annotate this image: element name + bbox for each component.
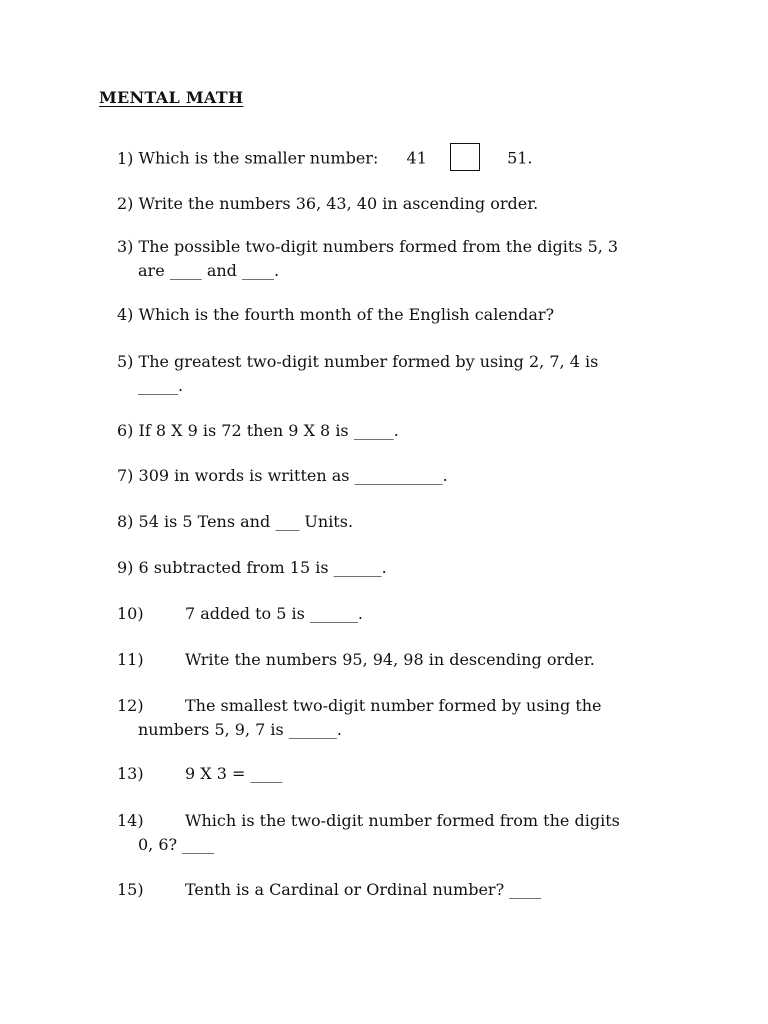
question-8 [117,510,353,534]
question-15 [117,878,541,902]
question-12 [117,694,602,742]
question-number: 7) [117,466,134,485]
question-number: 14) [117,811,144,830]
question-10 [117,602,363,626]
question-text: The possible two-digit numbers formed from the digits 5, 3 [138,237,619,256]
question-9 [117,556,387,580]
question-text: 7 added to 5 is ______. [185,604,363,623]
question-13 [117,762,283,786]
question-number: 5) [117,352,134,371]
answer-box[interactable] [450,143,480,171]
question-text: The smallest two-digit number formed by using the [185,696,602,715]
question-11 [117,648,595,672]
question-5 [117,350,598,398]
question-text-continued: 0, 6? ____ [138,835,215,854]
question-number: 9) [117,558,134,577]
question-text: Which is the two-digit number formed from the digits [185,811,620,830]
question-text-continued: are ____ and ____. [138,261,280,280]
question-text: Write the numbers 36, 43, 40 in ascending order. [138,194,539,213]
question-number: 12) [117,696,144,715]
question-text: The greatest two-digit number formed by using 2, 7, 4 is [138,352,599,371]
question-text: 54 is 5 Tens and ___ Units. [138,512,354,531]
question-text: 6 subtracted from 15 is ______. [138,558,387,577]
question-number: 15) [117,880,144,899]
question-number: 2) [117,194,134,213]
question-text: Which is the smaller number: [138,148,379,168]
question-1 [117,145,533,173]
question-number: 10) [117,604,144,623]
compare-value-a: 41 [406,148,427,168]
question-text: Tenth is a Cardinal or Ordinal number? ____ [185,880,542,899]
question-number: 3) [117,237,134,256]
question-text-continued: numbers 5, 9, 7 is ______. [138,720,342,739]
question-number: 1) [117,148,134,168]
question-text: 309 in words is written as ___________. [138,466,448,485]
question-number: 4) [117,305,134,324]
question-text: If 8 X 9 is 72 then 9 X 8 is _____. [138,421,399,440]
question-number: 13) [117,764,144,783]
question-7 [117,464,448,488]
page-title: MENTAL MATH [99,88,244,107]
question-14 [117,809,620,857]
question-number: 8) [117,512,134,531]
question-3 [117,235,618,283]
question-2 [117,192,538,216]
compare-value-b: 51. [507,148,533,168]
question-text: Write the numbers 95, 94, 98 in descending order. [185,650,595,669]
question-text: Which is the fourth month of the English calendar? [138,305,555,324]
question-number: 11) [117,650,144,669]
question-4 [117,303,554,327]
question-6 [117,419,399,443]
question-text: 9 X 3 = ____ [185,764,283,783]
question-text-continued: _____. [138,376,184,395]
question-number: 6) [117,421,134,440]
